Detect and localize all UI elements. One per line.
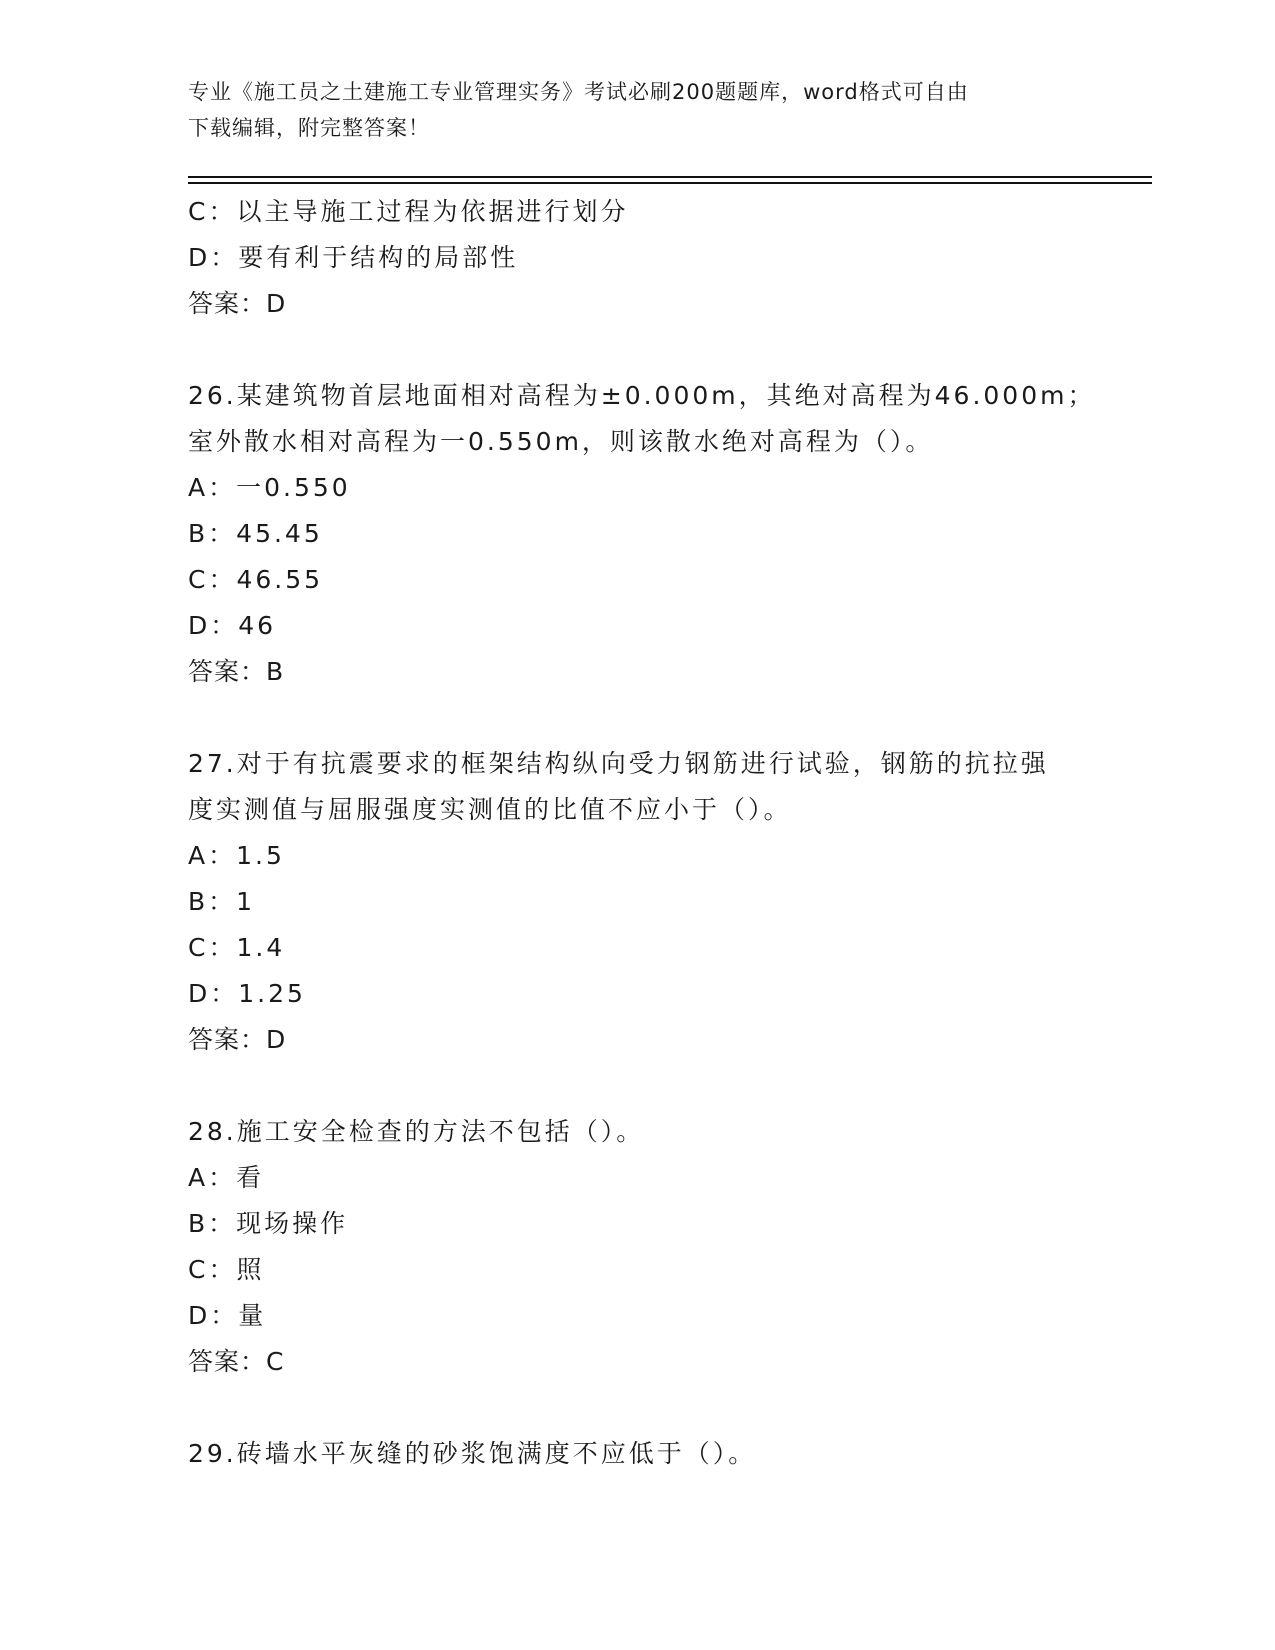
option-key: C	[188, 933, 209, 962]
option-line	[188, 1247, 1088, 1293]
spacer	[188, 327, 1088, 373]
option-key: C	[188, 1255, 209, 1284]
option-key: D	[188, 1301, 211, 1330]
option-key: A	[188, 473, 209, 502]
option-separator: ：	[208, 933, 237, 962]
option-line	[188, 557, 1088, 603]
option-text: 以主导施工过程为依据进行划分	[236, 197, 629, 226]
option-line	[188, 603, 1088, 649]
option-separator: ：	[208, 1209, 237, 1238]
question-stem	[188, 1431, 1088, 1477]
option-text: 1.4	[236, 933, 286, 962]
question-line: 26.某建筑物首层地面相对高程为±0.000m，其绝对高程为46.000m；	[188, 381, 1096, 410]
option-line	[188, 879, 1088, 925]
header-line-1: 专业《施工员之土建施工专业管理实务》考试必刷200题题库，word格式可自由	[188, 80, 969, 104]
option-text: 1.5	[236, 841, 285, 870]
spacer	[188, 695, 1088, 741]
option-text: 一0.550	[236, 473, 351, 502]
option-line	[188, 1293, 1088, 1339]
option-text: 看	[236, 1163, 265, 1192]
option-separator: ：	[208, 197, 237, 226]
question-stem	[188, 741, 1088, 833]
option-key: B	[188, 887, 209, 916]
header-rule-top	[188, 176, 1152, 178]
option-line	[188, 971, 1088, 1017]
option-text: 1	[236, 887, 256, 916]
question-list	[188, 189, 1096, 1477]
question-stem	[188, 1109, 1088, 1155]
answer-line: 答案：D	[188, 289, 287, 318]
option-line	[188, 235, 1088, 281]
option-line	[188, 511, 1088, 557]
question-line: 室外散水相对高程为一0.550m，则该散水绝对高程为（）。	[188, 427, 934, 456]
question-line: 度实测值与屈服强度实测值的比值不应小于（）。	[188, 795, 792, 824]
option-separator: ：	[210, 243, 239, 272]
option-separator: ：	[208, 473, 237, 502]
answer-line: 答案：C	[188, 1347, 285, 1376]
option-line	[188, 465, 1088, 511]
option-separator: ：	[208, 887, 237, 916]
option-text: 照	[236, 1255, 265, 1284]
header-line-2: 下载编辑，附完整答案！	[188, 116, 430, 140]
option-text: 量	[238, 1301, 267, 1330]
option-key: A	[188, 841, 209, 870]
option-text: 现场操作	[236, 1209, 349, 1238]
option-separator: ：	[208, 519, 237, 548]
document-header	[188, 74, 1068, 146]
option-key: D	[188, 243, 211, 272]
option-key: C	[188, 565, 209, 594]
answer-line: 答案：B	[188, 657, 285, 686]
option-key: A	[188, 1163, 209, 1192]
option-key: C	[188, 197, 209, 226]
option-separator: ：	[210, 611, 239, 640]
spacer	[188, 1063, 1088, 1109]
option-separator: ：	[208, 841, 237, 870]
option-key: D	[188, 611, 211, 640]
question-line: 28.施工安全检查的方法不包括（）。	[188, 1117, 645, 1146]
option-text: 46.55	[236, 565, 324, 594]
option-line	[188, 833, 1088, 879]
question-line: 29.砖墙水平灰缝的砂浆饱满度不应低于（）。	[188, 1439, 757, 1468]
answer-line: 答案：D	[188, 1025, 287, 1054]
header-rule-bottom	[188, 182, 1152, 184]
option-separator: ：	[208, 565, 237, 594]
spacer	[188, 1385, 1088, 1431]
option-text: 1.25	[238, 979, 306, 1008]
option-separator: ：	[208, 1163, 237, 1192]
option-line	[188, 925, 1088, 971]
option-separator: ：	[210, 979, 239, 1008]
question-stem	[188, 373, 1096, 465]
question-line: 27.对于有抗震要求的框架结构纵向受力钢筋进行试验，钢筋的抗拉强	[188, 749, 1049, 778]
option-separator: ：	[208, 1255, 237, 1284]
option-separator: ：	[210, 1301, 239, 1330]
option-text: 要有利于结构的局部性	[238, 243, 519, 272]
option-key: B	[188, 1209, 209, 1238]
option-line	[188, 1201, 1088, 1247]
option-key: B	[188, 519, 209, 548]
option-key: D	[188, 979, 211, 1008]
option-line	[188, 1155, 1088, 1201]
option-text: 46	[238, 611, 277, 640]
option-line	[188, 189, 1088, 235]
option-text: 45.45	[236, 519, 323, 548]
